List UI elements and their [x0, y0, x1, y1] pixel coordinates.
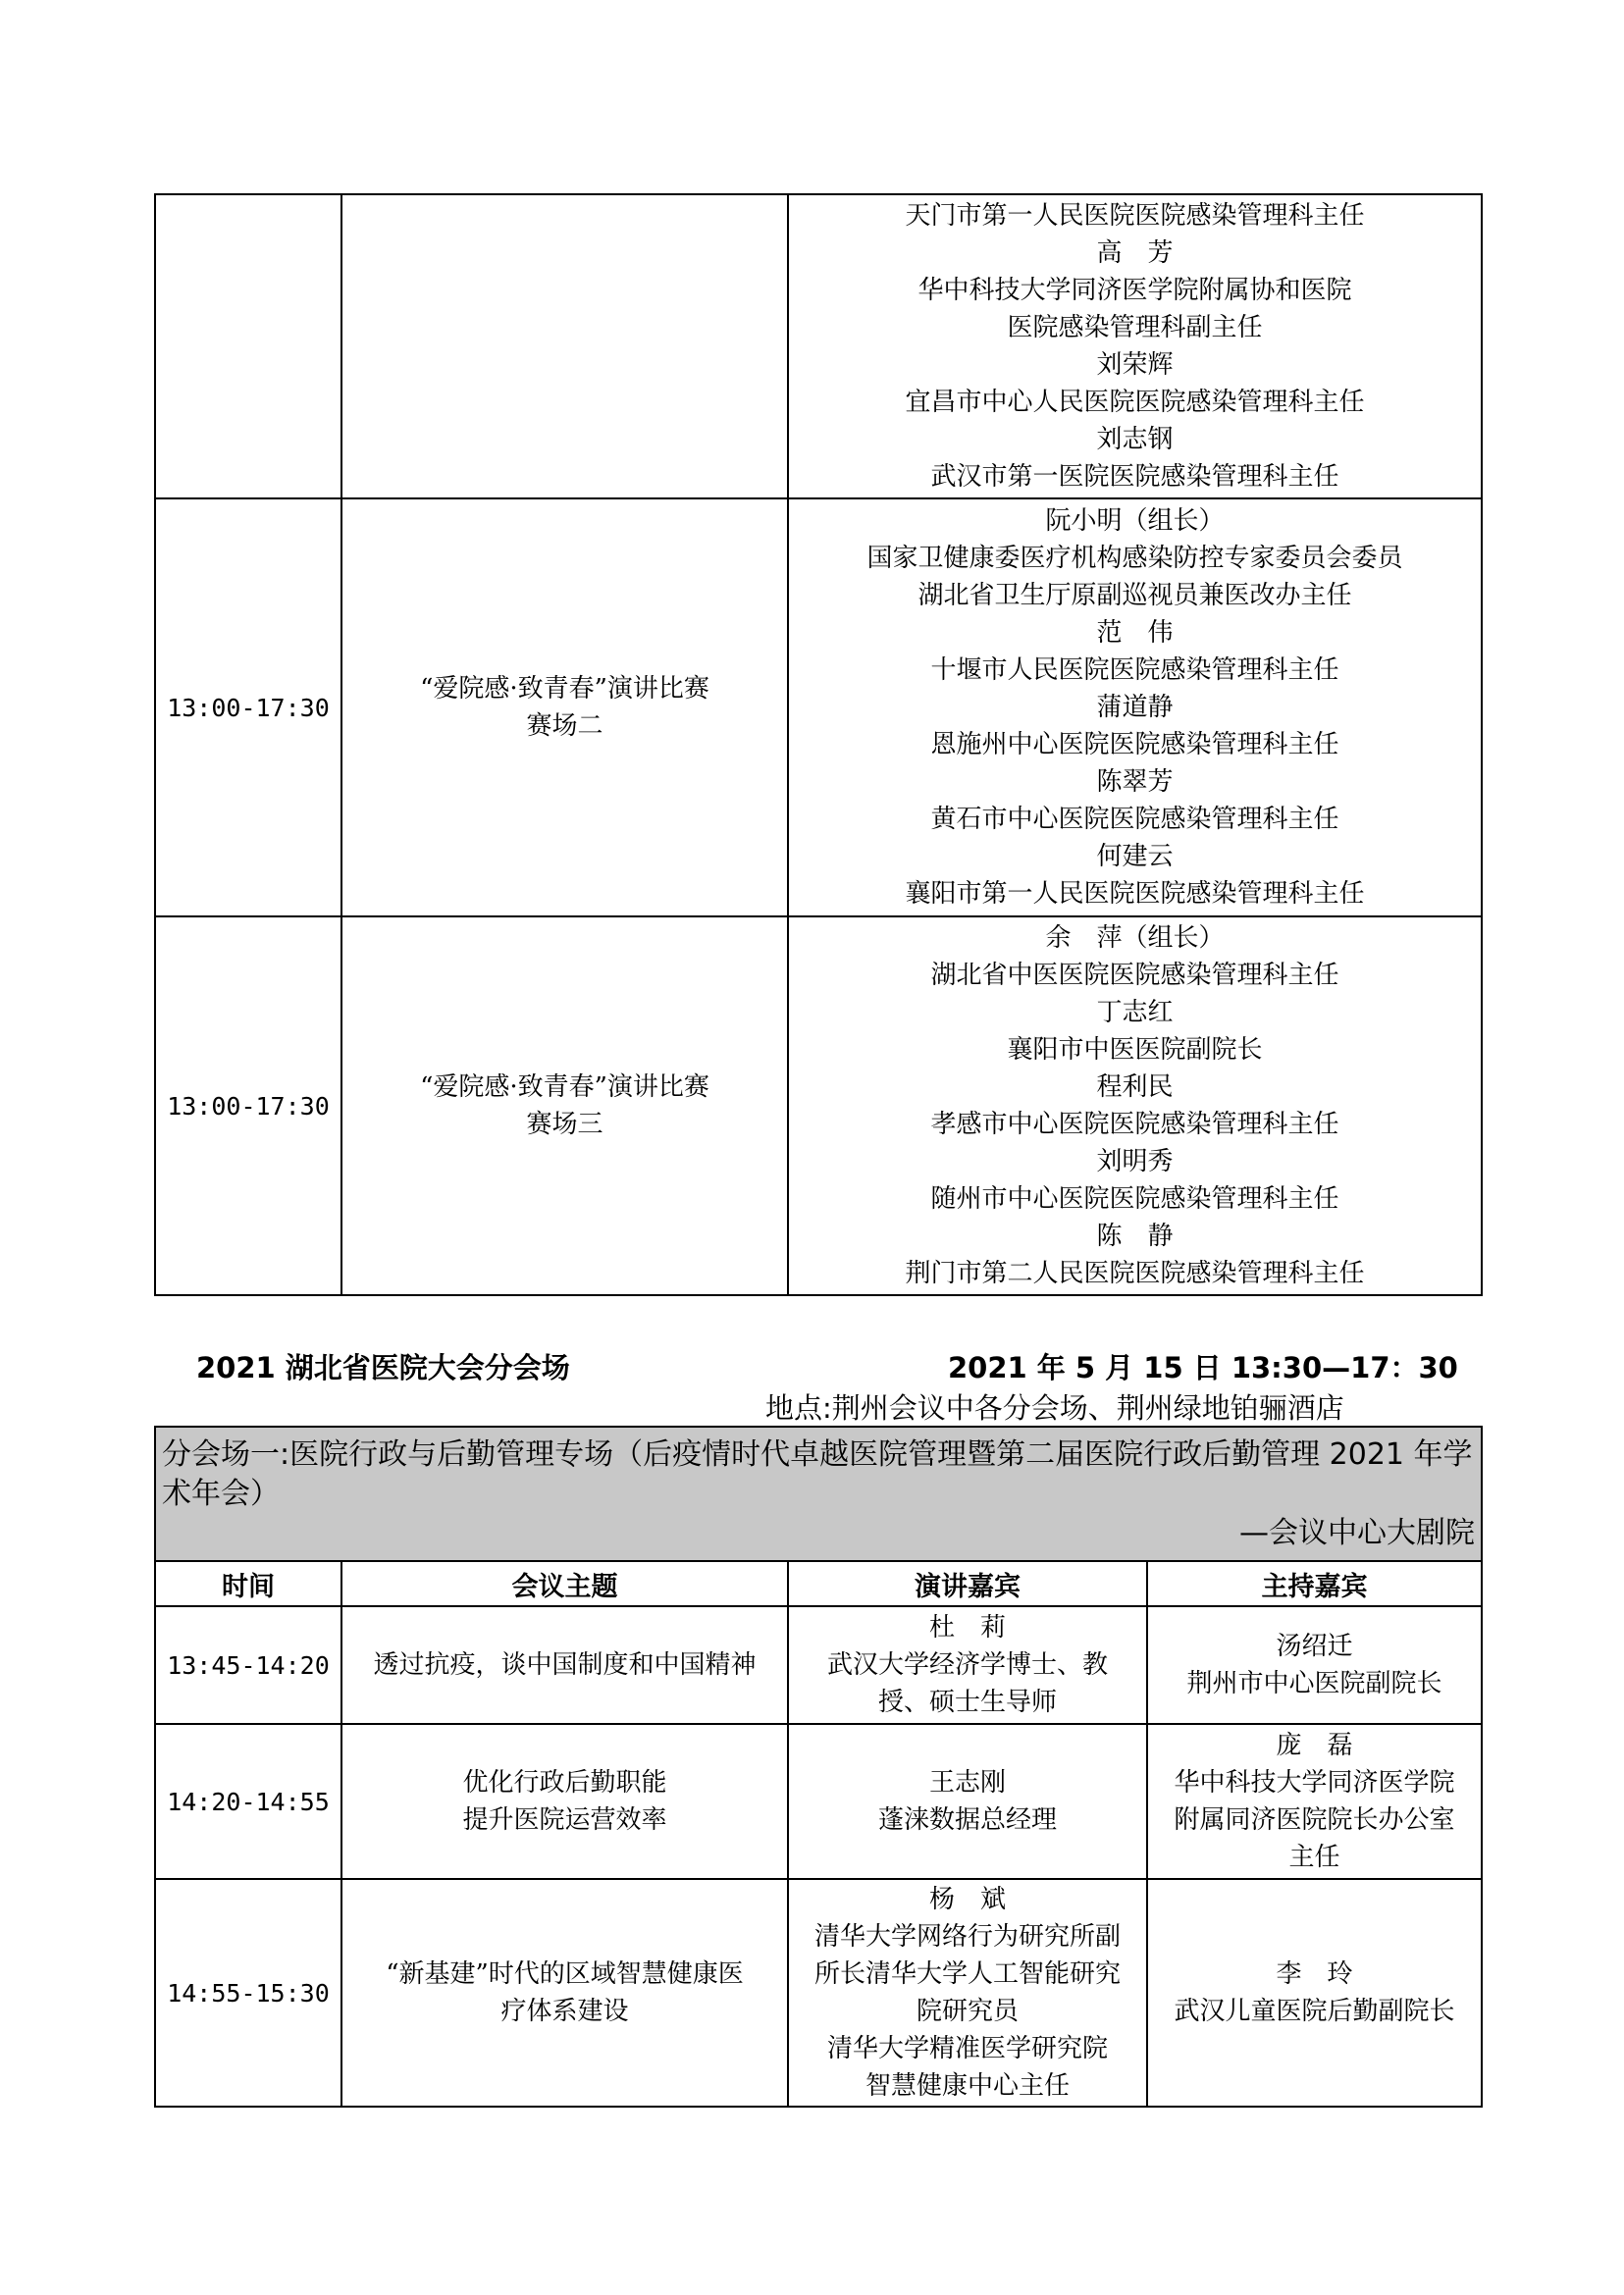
cell-line: 提升医院运营效率 — [462, 1805, 667, 1835]
section-title: 2021 湖北省医院大会分会场 — [196, 1351, 570, 1384]
cell-line: 医院感染管理科副主任 — [1007, 313, 1263, 342]
cell-line: 刘荣辉 — [1096, 350, 1174, 380]
time-cell: 13:45-14:20 — [155, 1606, 341, 1724]
cell-line: 襄阳市中医医院副院长 — [1007, 1035, 1263, 1065]
session-banner — [155, 1427, 1482, 1561]
topic-cell — [341, 1879, 788, 2107]
cell-line: 杨 斌 — [928, 1885, 1006, 1914]
cell-line: 恩施州中心医院医院感染管理科主任 — [930, 730, 1339, 759]
table-row — [155, 1724, 1482, 1879]
topic-cell — [341, 1724, 788, 1879]
cell-line: “新基建”时代的区域智慧健康医 — [386, 1959, 744, 1989]
cell-line: 阮小明（组长） — [1045, 506, 1225, 536]
cell-line: 丁志红 — [1096, 998, 1174, 1027]
cell-line: 汤绍迁 — [1276, 1632, 1353, 1661]
table-header — [155, 1561, 1482, 1606]
header-host: 主持嘉宾 — [1147, 1561, 1482, 1606]
cell-line: 透过抗疫，谈中国制度和中国精神 — [373, 1650, 757, 1680]
cell-line: 授、硕士生导师 — [877, 1688, 1057, 1717]
cell-line: 天门市第一人民医院医院感染管理科主任 — [905, 201, 1365, 231]
cell-line: 武汉市第一医院医院感染管理科主任 — [930, 462, 1339, 492]
cell-line: 湖北省卫生厅原副巡视员兼医改办主任 — [917, 581, 1352, 610]
judges-table — [154, 193, 1483, 1296]
topic-cell — [341, 194, 788, 498]
cell-line: 疗体系建设 — [500, 1997, 629, 2026]
judges-cell — [788, 498, 1482, 916]
section-location: 地点:荆州会议中各分会场、荆州绿地铂骊酒店 — [765, 1391, 1344, 1425]
speaker-cell — [788, 1724, 1147, 1879]
venue-label: —会议中心大剧院 — [1239, 1515, 1476, 1550]
cell-line: 赛场三 — [526, 1110, 603, 1139]
host-cell — [1147, 1879, 1482, 2107]
cell-line: 武汉儿童医院后勤副院长 — [1174, 1997, 1455, 2026]
session-table — [154, 1426, 1483, 2108]
cell-line: 范 伟 — [1096, 618, 1174, 648]
cell-line: 院研究员 — [916, 1997, 1019, 2026]
cell-line: 智慧健康中心主任 — [864, 2071, 1070, 2101]
cell-line: 陈翠芳 — [1096, 767, 1174, 797]
cell-line: 刘明秀 — [1096, 1147, 1174, 1176]
cell-line: 随州市中心医院医院感染管理科主任 — [930, 1184, 1339, 1214]
cell-line: 襄阳市第一人民医院医院感染管理科主任 — [905, 879, 1365, 909]
table-row — [155, 498, 1482, 916]
banner-title: 分会场一:医院行政与后勤管理专场（后疫情时代卓越医院管理暨第二届医院行政后勤管理 2021 年学术年会） — [162, 1436, 1473, 1511]
cell-line: 孝感市中心医院医院感染管理科主任 — [930, 1110, 1339, 1139]
cell-line: 杜 莉 — [928, 1613, 1006, 1643]
host-cell — [1147, 1724, 1482, 1879]
cell-line: 蒲道静 — [1096, 693, 1174, 722]
speaker-cell — [788, 1879, 1147, 2107]
judges-cell — [788, 194, 1482, 498]
cell-line: 宜昌市中心人民医院医院感染管理科主任 — [905, 388, 1365, 417]
cell-line: 华中科技大学同济医学院附属协和医院 — [917, 276, 1352, 305]
host-cell — [1147, 1606, 1482, 1724]
cell-line: 附属同济医院院长办公室 — [1174, 1805, 1455, 1835]
speaker-cell — [788, 1606, 1147, 1724]
cell-line: 国家卫健康委医疗机构感染防控专家委员会委员 — [866, 544, 1403, 573]
cell-line: 湖北省中医医院医院感染管理科主任 — [930, 961, 1339, 990]
cell-line: 荆门市第二人民医院医院感染管理科主任 — [905, 1259, 1365, 1288]
time-cell: 14:55-15:30 — [155, 1879, 341, 2107]
cell-line: 刘志钢 — [1096, 425, 1174, 454]
table-row — [155, 194, 1482, 498]
cell-line: 王志刚 — [928, 1768, 1006, 1798]
cell-line: 荆州市中心医院副院长 — [1186, 1669, 1442, 1698]
cell-line: 主任 — [1288, 1843, 1340, 1872]
cell-line: 余 萍（组长） — [1045, 923, 1225, 953]
table-row — [155, 916, 1482, 1295]
table-row — [155, 1606, 1482, 1724]
cell-line: 清华大学网络行为研究所副 — [813, 1922, 1121, 1952]
cell-line: 武汉大学经济学博士、教 — [826, 1650, 1108, 1680]
cell-line: “爱院感·致青春”演讲比赛 — [420, 1072, 709, 1102]
cell-line: 华中科技大学同济医学院 — [1174, 1768, 1455, 1798]
topic-cell — [341, 916, 788, 1295]
header-topic: 会议主题 — [341, 1561, 788, 1606]
cell-line: 十堰市人民医院医院感染管理科主任 — [930, 655, 1339, 685]
cell-line: 蓬涞数据总经理 — [877, 1805, 1057, 1835]
table-row — [155, 1879, 1482, 2107]
topic-cell — [341, 1606, 788, 1724]
cell-line: 庞 磊 — [1276, 1731, 1353, 1760]
cell-line: 李 玲 — [1276, 1959, 1353, 1989]
topic-cell — [341, 498, 788, 916]
cell-line: 清华大学精准医学研究院 — [826, 2034, 1108, 2063]
section-date: 2021 年 5 月 15 日 13:30—17：30 — [948, 1351, 1458, 1384]
cell-line: “爱院感·致青春”演讲比赛 — [420, 674, 709, 704]
header-time: 时间 — [155, 1561, 341, 1606]
cell-line: 程利民 — [1096, 1072, 1174, 1102]
cell-line: 黄石市中心医院医院感染管理科主任 — [930, 805, 1339, 834]
time-cell: 14:20-14:55 — [155, 1724, 341, 1879]
cell-line: 何建云 — [1096, 842, 1174, 871]
time-cell: 13:00-17:30 — [155, 916, 341, 1295]
cell-line: 陈 静 — [1096, 1222, 1174, 1251]
cell-line: 高 芳 — [1096, 238, 1174, 268]
time-cell — [155, 194, 341, 498]
cell-line: 所长清华大学人工智能研究 — [813, 1959, 1121, 1989]
judges-cell — [788, 916, 1482, 1295]
cell-line: 优化行政后勤职能 — [462, 1768, 667, 1798]
time-cell: 13:00-17:30 — [155, 498, 341, 916]
header-speaker: 演讲嘉宾 — [788, 1561, 1147, 1606]
cell-line: 赛场二 — [526, 711, 603, 741]
